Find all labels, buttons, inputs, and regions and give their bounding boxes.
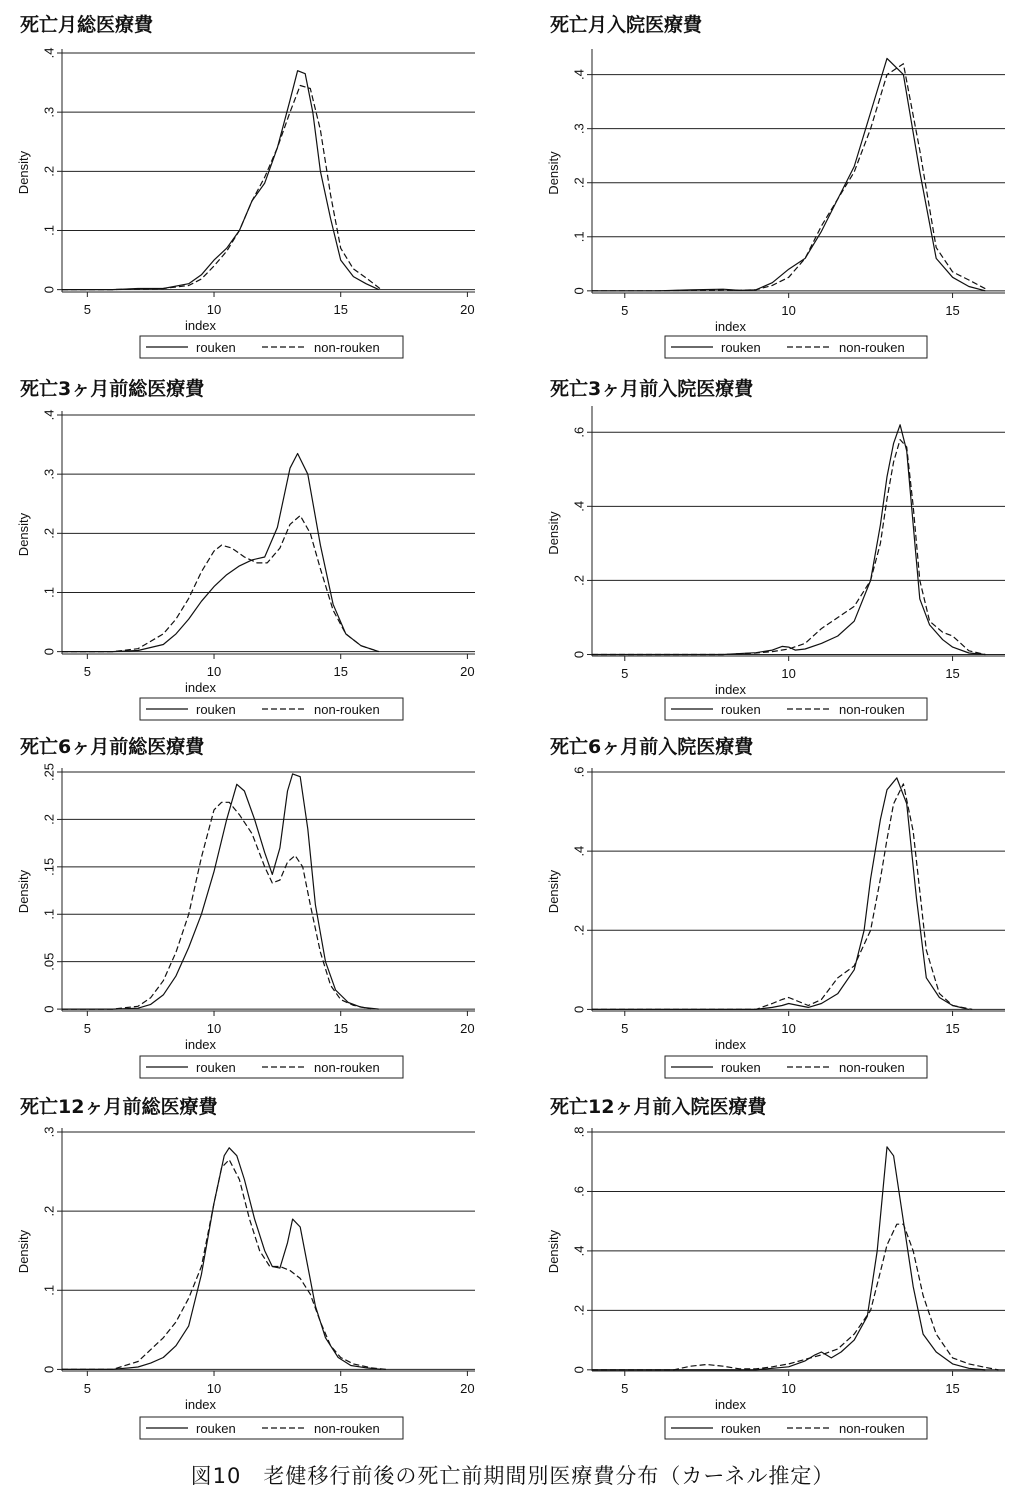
y-axis-label: Density: [16, 150, 31, 195]
y-tick-label: .05: [41, 952, 57, 971]
y-tick-label: .2: [571, 1304, 587, 1316]
x-tick-label: 10: [206, 1021, 222, 1036]
legend-label-non-rouken: non-rouken: [839, 1060, 905, 1075]
y-axis-label: Density: [546, 151, 561, 195]
y-tick-label: .4: [571, 1245, 587, 1257]
x-axis-label: index: [714, 319, 747, 334]
x-tick-label: 15: [945, 1381, 960, 1396]
legend-label-rouken: rouken: [721, 340, 761, 355]
x-tick-label: 5: [83, 1381, 91, 1396]
x-tick-label: 10: [781, 666, 796, 681]
legend-label-non-rouken: non-rouken: [314, 702, 380, 717]
x-tick-label: 15: [333, 664, 348, 679]
y-tick-label: 0: [41, 286, 57, 294]
y-tick-label: .4: [571, 845, 587, 857]
y-tick-label: .2: [41, 813, 57, 825]
y-tick-label: .2: [571, 924, 587, 936]
y-tick-label: 0: [41, 648, 57, 656]
x-tick-label: 5: [83, 302, 91, 317]
y-tick-label: .1: [41, 1284, 57, 1296]
legend-label-rouken: rouken: [196, 340, 236, 355]
x-tick-label: 20: [460, 664, 475, 679]
y-tick-label: 0: [571, 1366, 587, 1374]
legend-label-non-rouken: non-rouken: [839, 702, 905, 717]
legend-label-non-rouken: non-rouken: [314, 1421, 380, 1436]
panel-title: 死亡月総医療費: [20, 14, 154, 36]
y-tick-label: .1: [571, 231, 587, 243]
panel-title: 死亡12ヶ月前総医療費: [20, 1096, 218, 1118]
x-tick-label: 5: [83, 664, 91, 679]
panel-title: 死亡12ヶ月前入院医療費: [550, 1096, 767, 1118]
x-tick-label: 10: [781, 1381, 796, 1396]
x-tick-label: 10: [781, 303, 796, 318]
x-tick-label: 10: [206, 664, 222, 679]
x-tick-label: 5: [621, 666, 629, 681]
panel-title: 死亡6ヶ月前総医療費: [20, 736, 205, 758]
x-axis-label: index: [184, 318, 217, 333]
y-tick-label: .6: [571, 766, 587, 778]
legend-label-rouken: rouken: [721, 1421, 761, 1436]
x-tick-label: 5: [621, 1021, 629, 1036]
x-tick-label: 20: [460, 1381, 475, 1396]
panel-title: 死亡3ヶ月前総医療費: [20, 378, 205, 400]
y-tick-label: .2: [41, 527, 57, 539]
x-tick-label: 15: [945, 1021, 960, 1036]
y-axis-label: Density: [546, 1229, 561, 1274]
legend-label-rouken: rouken: [196, 1421, 236, 1436]
y-tick-label: .3: [41, 106, 57, 118]
legend-label-rouken: rouken: [196, 702, 236, 717]
y-tick-label: 0: [41, 1005, 57, 1013]
legend-label-non-rouken: non-rouken: [839, 340, 905, 355]
y-tick-label: .4: [41, 47, 57, 59]
panel-title: 死亡3ヶ月前入院医療費: [550, 378, 754, 400]
legend-label-rouken: rouken: [721, 702, 761, 717]
y-tick-label: 0: [41, 1365, 57, 1374]
y-tick-label: .2: [571, 574, 587, 586]
panel-title: 死亡月入院医療費: [550, 14, 703, 36]
y-tick-label: .1: [41, 587, 57, 598]
y-tick-label: .2: [571, 177, 587, 189]
y-axis-label: Density: [16, 512, 31, 557]
x-tick-label: 10: [206, 1381, 222, 1396]
y-tick-label: .1: [41, 908, 57, 920]
y-tick-label: .6: [571, 1186, 587, 1197]
y-tick-label: .3: [571, 123, 587, 135]
y-tick-label: 0: [571, 650, 587, 659]
x-tick-label: 20: [460, 1021, 475, 1036]
x-axis-label: index: [184, 1397, 217, 1412]
x-axis-label: index: [184, 1037, 217, 1052]
x-tick-label: 15: [945, 666, 960, 681]
y-tick-label: .4: [571, 69, 587, 81]
y-tick-label: .1: [41, 225, 57, 236]
y-axis-label: Density: [16, 1229, 31, 1274]
x-axis-label: index: [714, 1397, 747, 1412]
legend-label-rouken: rouken: [196, 1060, 236, 1075]
legend-label-non-rouken: non-rouken: [314, 340, 380, 355]
y-axis-label: Density: [546, 511, 561, 555]
x-tick-label: 15: [333, 1021, 348, 1036]
x-tick-label: 15: [333, 1381, 348, 1396]
x-tick-label: 20: [460, 302, 475, 317]
y-tick-label: .4: [571, 500, 587, 512]
y-tick-label: .25: [41, 762, 57, 782]
y-tick-label: .2: [41, 165, 57, 177]
x-axis-label: index: [714, 1037, 747, 1052]
y-tick-label: .4: [41, 409, 57, 421]
x-axis-label: index: [184, 680, 217, 695]
x-tick-label: 5: [621, 303, 629, 318]
y-tick-label: .2: [41, 1205, 57, 1217]
x-tick-label: 5: [621, 1381, 629, 1396]
y-tick-label: .15: [41, 857, 57, 876]
y-axis-label: Density: [16, 869, 31, 914]
series-line-rouken: [592, 1147, 985, 1370]
legend-label-non-rouken: non-rouken: [314, 1060, 380, 1075]
x-tick-label: 15: [333, 302, 348, 317]
y-tick-label: .8: [571, 1126, 587, 1138]
x-tick-label: 15: [945, 303, 960, 318]
y-tick-label: .3: [41, 468, 57, 480]
y-axis-label: Density: [546, 869, 561, 914]
legend-label-non-rouken: non-rouken: [839, 1421, 905, 1436]
x-axis-label: index: [714, 682, 747, 697]
y-tick-label: 0: [571, 1005, 587, 1014]
x-tick-label: 10: [206, 302, 222, 317]
y-tick-label: .6: [571, 426, 587, 438]
legend-label-rouken: rouken: [721, 1060, 761, 1075]
figure-caption: 図10 老健移行前後の死亡前期間別医療費分布（カーネル推定）: [190, 1464, 835, 1488]
x-tick-label: 10: [781, 1021, 796, 1036]
x-tick-label: 5: [83, 1021, 91, 1036]
y-tick-label: .3: [41, 1126, 57, 1138]
series-line-non-rouken: [592, 1224, 998, 1370]
y-tick-label: 0: [571, 287, 587, 295]
panel-title: 死亡6ヶ月前入院医療費: [550, 736, 754, 758]
